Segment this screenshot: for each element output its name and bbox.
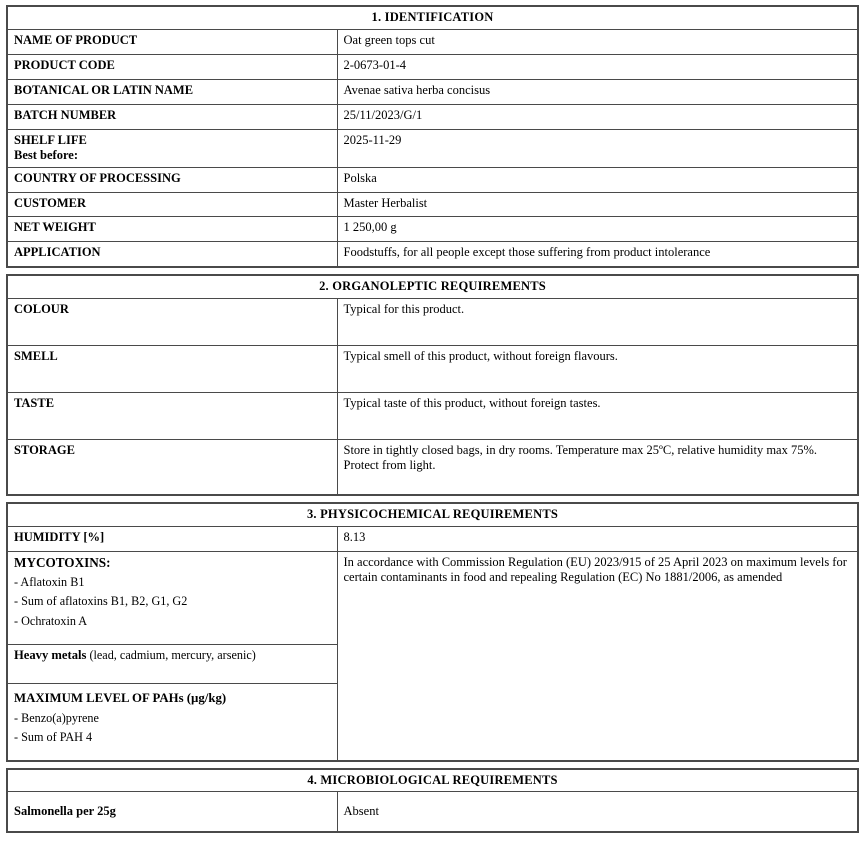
row-label: BATCH NUMBER [7, 104, 337, 129]
section-title-text: 2. ORGANOLEPTIC REQUIREMENTS [7, 275, 858, 298]
table-row [7, 392, 858, 439]
row-label: NET WEIGHT [7, 216, 337, 241]
row-label: CUSTOMER [7, 192, 337, 216]
row-label: Salmonella per 25g [7, 792, 337, 832]
section-title-text: 3. PHYSICOCHEMICAL REQUIREMENTS [7, 503, 858, 526]
row-value: 1 250,00 g [337, 216, 858, 241]
row-value: Master Herbalist [337, 192, 858, 216]
row-label: BOTANICAL OR LATIN NAME [7, 79, 337, 104]
list-item: - Sum of aflatoxins B1, B2, G1, G2 [14, 594, 188, 609]
shelf-life-label: SHELF LIFE [14, 132, 87, 147]
row-value: Typical taste of this product, without foreign tastes. [337, 392, 858, 439]
row-value: Typical for this product. [337, 298, 858, 345]
pah-list [14, 711, 331, 746]
table-row [7, 216, 858, 241]
row-label: STORAGE [7, 439, 337, 495]
row-label: NAME OF PRODUCT [7, 29, 337, 54]
row-label: SMELL [7, 345, 337, 392]
row-label-shelf-life [7, 129, 337, 167]
humidity-value: 8.13 [337, 526, 858, 551]
mycotoxins-cell [7, 551, 337, 644]
table-row [7, 298, 858, 345]
section-title-microbiological [7, 769, 858, 792]
table-row [7, 104, 858, 129]
table-row [7, 167, 858, 192]
row-label: PRODUCT CODE [7, 54, 337, 79]
section-microbiological [6, 768, 859, 833]
table-row [7, 439, 858, 495]
row-value: Avenae sativa herba concisus [337, 79, 858, 104]
row-value: Store in tightly closed bags, in dry rooms. Temperature max 25ºC, relative humidity max 75%. Protect from light. [337, 439, 858, 495]
row-value: 2-0673-01-4 [337, 54, 858, 79]
heavy-metals-cell [7, 644, 337, 683]
row-label: TASTE [7, 392, 337, 439]
row-value: 2025-11-29 [337, 129, 858, 167]
mycotoxins-list [14, 575, 331, 629]
row-value: Oat green tops cut [337, 29, 858, 54]
heavy-metals-detail: (lead, cadmium, mercury, arsenic) [86, 647, 256, 662]
section-title-text: 1. IDENTIFICATION [7, 6, 858, 29]
list-item: - Ochratoxin A [14, 613, 88, 628]
table-row-humidity [7, 526, 858, 551]
table-row [7, 792, 858, 832]
table-row [7, 192, 858, 216]
list-item: - Benzo(a)pyrene [14, 710, 99, 725]
table-row [7, 79, 858, 104]
row-value: Typical smell of this product, without foreign flavours. [337, 345, 858, 392]
mycotoxins-heading: MYCOTOXINS: [14, 554, 111, 570]
table-row [7, 241, 858, 267]
table-row [7, 54, 858, 79]
row-label: COLOUR [7, 298, 337, 345]
row-value: 25/11/2023/G/1 [337, 104, 858, 129]
section-title-organoleptic [7, 275, 858, 298]
humidity-label: HUMIDITY [%] [7, 526, 337, 551]
regulation-text: In accordance with Commission Regulation (EU) 2023/915 of 25 April 2023 on maximum levels for certain contaminants in food and repealing Regulation (EC) No 1881/2006, as amended [343, 554, 847, 585]
section-identification [6, 5, 859, 268]
section-title-identification [7, 6, 858, 29]
list-item: - Sum of PAH 4 [14, 729, 93, 744]
row-label: COUNTRY OF PROCESSING [7, 167, 337, 192]
section-physicochemical [6, 502, 859, 762]
regulation-cell [337, 551, 858, 761]
table-row [7, 345, 858, 392]
list-item: - Aflatoxin B1 [14, 575, 85, 590]
pah-cell [7, 683, 337, 761]
row-label: APPLICATION [7, 241, 337, 267]
section-organoleptic [6, 274, 859, 496]
section-title-text: 4. MICROBIOLOGICAL REQUIREMENTS [7, 769, 858, 792]
shelf-life-sublabel: Best before: [14, 148, 78, 163]
pah-heading: MAXIMUM LEVEL OF PAHs (µg/kg) [14, 690, 227, 705]
heavy-metals-label: Heavy metals [14, 647, 87, 662]
table-row [7, 29, 858, 54]
row-value: Polska [337, 167, 858, 192]
table-row-mycotoxins [7, 551, 858, 644]
section-title-physicochemical [7, 503, 858, 526]
row-value: Absent [337, 792, 858, 832]
table-row-shelf-life [7, 129, 858, 167]
row-value: Foodstuffs, for all people except those suffering from product intolerance [337, 241, 858, 267]
